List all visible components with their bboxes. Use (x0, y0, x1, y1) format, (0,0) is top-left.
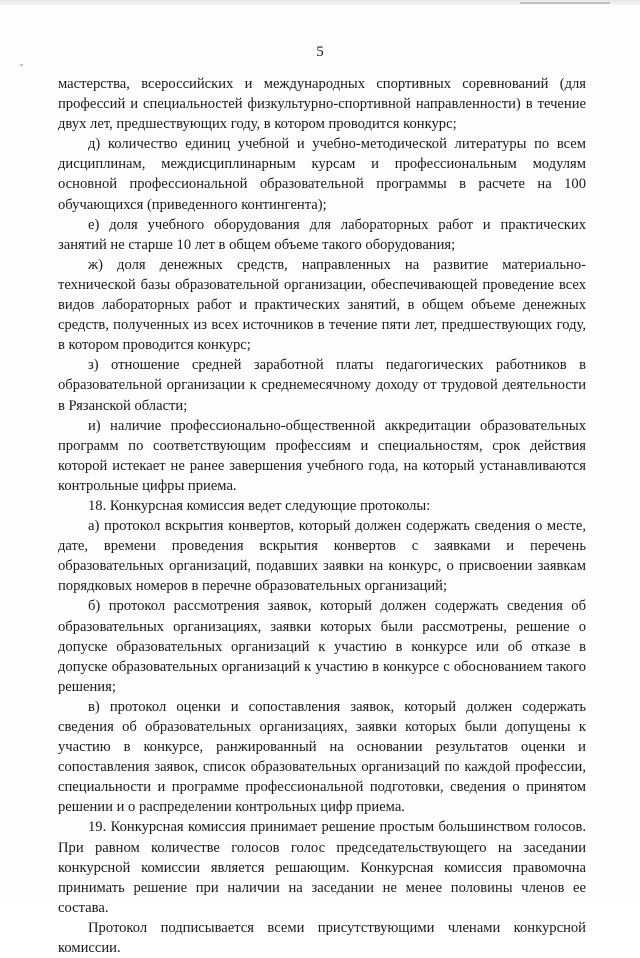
paragraph: мастерства, всероссийских и международных спортивных соревнований (для профессий и специальностей физкультурно-спортивной направленности) в течение двух лет, предшествующих году, в котором проводится конкурс; (58, 76, 586, 133)
paragraph: б) протокол рассмотрения заявок, который должен содержать сведения об образовательных организациях, заявки которых были рассмотрены, решение о допуске образовательных организаций к участию в конкурсе или об отказе в допуске образовательных организаций к участию в конкурсе с обоснованием такого решения; (58, 598, 586, 695)
paragraph: Протокол подписывается всеми присутствующими членами конкурсной комиссии. (58, 919, 586, 957)
paragraph: з) отношение средней заработной платы педагогических работников в образовательной организации к среднемесячному доходу от трудовой деятельности в Рязанской области; (58, 357, 586, 414)
paragraph: и) наличие профессионально-общественной аккредитации образовательных программ по соответствующим профессиям и специальностям, срок действия которой истекает не ранее завершения учебного года, на который устанавливаются контрольные цифры приема. (58, 417, 586, 494)
paragraph: е) доля учебного оборудования для лабораторных работ и практических занятий не старше 10 лет в общем объеме такого оборудования; (58, 216, 586, 253)
paragraph: 18. Конкурсная комиссия ведет следующие протоколы: (88, 497, 431, 514)
paragraph: д) количество единиц учебной и учебно-методической литературы по всем дисциплинам, междисциплинарным курсам и профессиональным модулям основной профессиональной образовательной программы в расчете на 100 обучающихся (приведенного контингента); (58, 136, 586, 213)
paragraph: а) протокол вскрытия конвертов, который должен содержать сведения о месте, дате, времени проведения вскрытия конвертов с заявками и перечень образовательных организаций, подавших заявки на конкурс, о присвоении заявкам порядковых номеров в перечне образовательных организаций; (58, 518, 586, 595)
scan-speck (20, 64, 23, 66)
scan-speck (520, 2, 610, 4)
document-body (58, 74, 586, 958)
paragraph: ж) доля денежных средств, направленных на развитие материально-технической базы образовательной организации, обеспечивающей проведение всех видов лабораторных работ и практических занятий, в общем объеме денежных средств, полученных из всех источников в течение пяти лет, предшествующих году, в котором проводится конкурс; (58, 256, 586, 354)
paragraph: 19. Конкурсная комиссия принимает решение простым большинством голосов. При равном количестве голосов голос председательствующего на заседании конкурсной комиссии является решающим. Конкурсная комиссия правомочна принимать решение при наличии на заседании не менее половины членов ее состава. (58, 819, 586, 916)
paragraph: в) протокол оценки и сопоставления заявок, который должен содержать сведения об образовательных организациях, заявки которых были допущены к участию в конкурсе, ранжированный на основании результатов оценки и сопоставления заявок, список образовательных организаций по каждой профессии, специальности и программе профессиональной подготовки, сведения о принятом решении и о распределении контрольных цифр приема. (58, 698, 586, 816)
page-number: 5 (316, 44, 324, 60)
